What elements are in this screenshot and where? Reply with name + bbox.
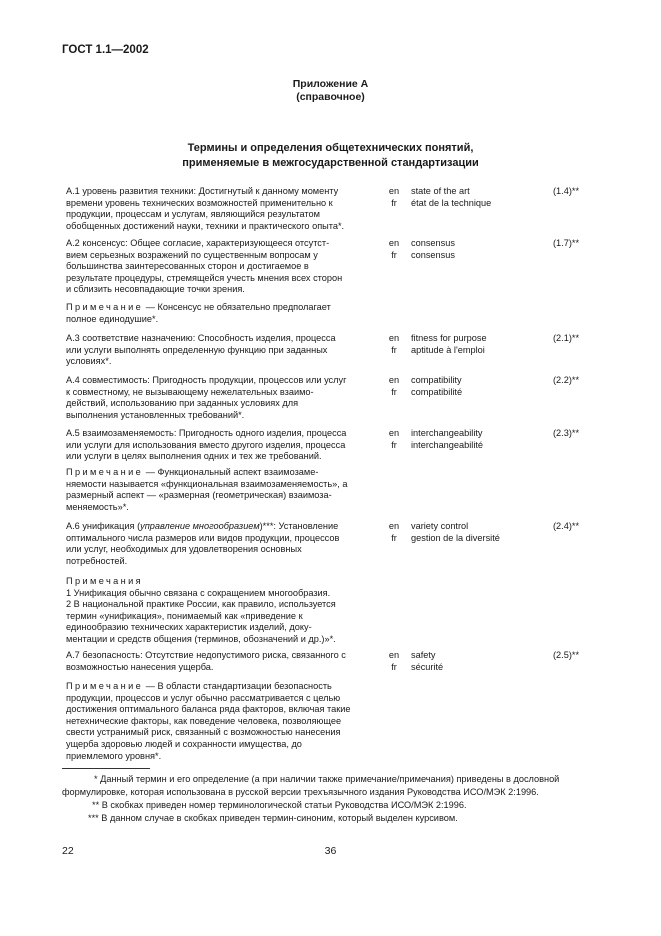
section-title-line1: Термины и определения общетехнических понятий, — [187, 142, 474, 154]
appendix-heading — [0, 78, 661, 104]
term-note-a5: Примечание — Функциональный аспект взаимозаме- няемости называется «функциональная взаимозаменяемость», а размерный аспект — «размерная (геометрическая) взаимоза- меняемость»*. — [66, 467, 348, 512]
term-note-a2: Примечание — Консенсус не обязательно предполагает полное единодушие*. — [66, 302, 331, 324]
footnote-1: * Данный термин и его определение (а при наличии также примечание/примечания) приведены в дословной — [94, 774, 560, 784]
lang-codes: en fr — [388, 238, 400, 260]
guide-reference: (2.4)** — [553, 521, 580, 531]
term-entry-a2: A.2 консенсус: Общее согласие, характеризующееся отсутст- вием серьезных возражений по существенным вопросам у большинства заинтересованных сторон и достигаемое в результате процедуры, стремящейся учесть мнения всех сторон и сблизить несовпадающие точки зрения. — [66, 238, 343, 295]
section-title — [0, 141, 661, 170]
guide-reference: (1.7)** — [553, 238, 580, 248]
lang-codes: en fr — [388, 428, 400, 450]
term-entry-a5: A.5 взаимозаменяемость: Пригодность одного изделия, процесса или услуги для использования вместо другого изделия, процесса или услуги в целях выполнения одних и тех же требований. — [66, 428, 347, 462]
term-notes-a6: Примечания 1 Унификация обычно связана с сокращением многообразия. 2 В национальной практике России, как правило, используется термин «унификация», понимаемый как «приведение к единообразию технических характеристик изделий, доку- ментации и средств общения (терминов, обозначений и др.)»*. — [66, 576, 336, 644]
footnote-1-continued: формулировке, которая использована в русской версии трехъязычного издания Руководства ИСО/МЭК 2:1996. — [62, 787, 539, 797]
guide-reference: (2.5)** — [553, 650, 580, 660]
lang-codes: en fr — [388, 333, 400, 355]
guide-reference: (2.1)** — [553, 333, 580, 343]
guide-reference: (1.4)** — [553, 186, 580, 196]
term-entry-a6: A.6 унификация (управление многообразием)***: Установление оптимального числа размеров или видов продукции, процессов или услуг, необходимых для удовлетворения основных потребностей. — [66, 521, 340, 566]
term-entry-a1: A.1 уровень развития техники: Достигнутый к данному моменту времени уровень технических возможностей применительно к продукции, процессам и услугам, являющийся результатом обобщенных достижений науки, техники и практического опыта*. — [66, 186, 345, 231]
lang-codes: en fr — [388, 186, 400, 208]
appendix-title: Приложение А — [292, 78, 369, 90]
foreign-equivalents: state of the art état de la technique — [411, 186, 492, 208]
term-note-a7: Примечание — В области стандартизации безопасность продукции, процессов и услуг обычно рассматривается с целью достижения оптимального баланса ряда факторов, включая такие нетехнические факторы, как поведение человека, позволяющее свести устранимый риск, связанный с возможностью нанесения ущерба здоровью людей и сохранности имущества, до приемлемого уровня*. — [66, 681, 351, 761]
lang-codes: en fr — [388, 650, 400, 672]
foreign-equivalents: variety control gestion de la diversité — [411, 521, 500, 543]
foreign-equivalents: consensus consensus — [411, 238, 455, 260]
footnote-3: *** В данном случае в скобках приведен термин-синоним, который выделен курсивом. — [88, 813, 458, 823]
lang-codes: en fr — [388, 521, 400, 543]
page-number-left: 22 — [62, 845, 74, 857]
appendix-subtitle: (справочное) — [296, 91, 365, 103]
term-entry-a3: A.3 соответствие назначению: Способность изделия, процесса или услуги выполнять определенную функцию при заданных условиях*. — [66, 333, 336, 367]
page-number-center: 36 — [324, 845, 337, 857]
foreign-equivalents: compatibility compatibilité — [411, 375, 463, 397]
term-entry-a4: A.4 совместимость: Пригодность продукции, процессов или услуг к совместному, не вызывающему нежелательных взаимо- действий, использованию при заданных условиях для выполнения установленных требований*. — [66, 375, 347, 420]
document-header: ГОСТ 1.1—2002 — [62, 44, 149, 56]
footnote-separator — [62, 768, 150, 769]
term-entry-a7: A.7 безопасность: Отсутствие недопустимого риска, связанного с возможностью нанесения ущерба. — [66, 650, 346, 672]
foreign-equivalents: interchangeability interchangeabilité — [411, 428, 484, 450]
foreign-equivalents: safety sécurité — [411, 650, 444, 672]
guide-reference: (2.2)** — [553, 375, 580, 385]
footnote-2: ** В скобках приведен номер терминологической статьи Руководства ИСО/МЭК 2:1996. — [92, 800, 467, 810]
foreign-equivalents: fitness for purpose aptitude à l'emploi — [411, 333, 487, 355]
guide-reference: (2.3)** — [553, 428, 580, 438]
section-title-line2: применяемые в межгосударственной стандартизации — [182, 156, 479, 169]
lang-codes: en fr — [388, 375, 400, 397]
